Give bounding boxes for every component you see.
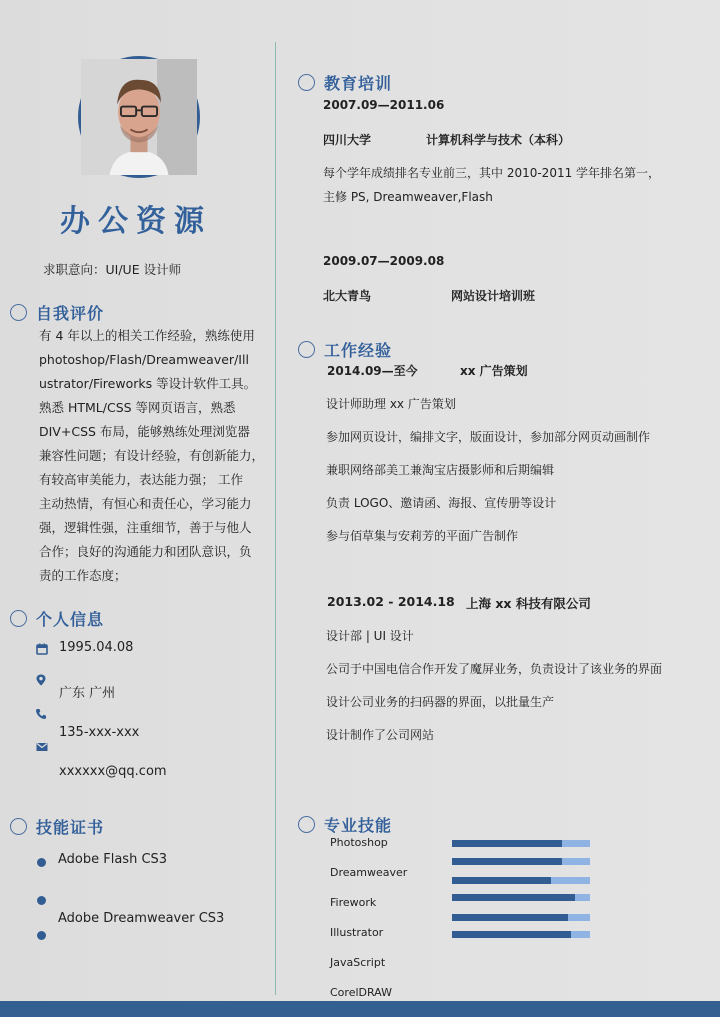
section-title: 专业技能 <box>324 816 393 835</box>
education-major: 计算机科学与技术（本科） <box>426 133 571 147</box>
skill-bar-coreldraw <box>452 931 590 938</box>
text-line: 熟悉 HTML/CSS 等网页语言，熟悉 <box>39 400 236 415</box>
skill-bar-fill <box>452 840 562 847</box>
column-divider <box>275 42 276 995</box>
skill-bar-illustrator <box>452 894 590 901</box>
location-pin-icon <box>35 674 47 686</box>
education-detail: 每个学年成绩排名专业前三，其中 2010-2011 学年排名第一， <box>323 166 661 180</box>
circle-bullet-icon <box>298 74 315 91</box>
text-line: DIV+CSS 布局，能够熟练处理浏览器 <box>39 424 250 439</box>
text-line: ustrator/Fireworks 等设计软件工具。 <box>39 376 257 391</box>
education-school: 四川大学 <box>323 133 372 147</box>
section-certificates-heading <box>10 815 104 838</box>
skill-bar-photoshop <box>452 840 590 847</box>
skill-name: Illustrator <box>330 926 384 939</box>
calendar-icon <box>36 643 48 655</box>
section-title: 自我评价 <box>36 304 105 323</box>
avatar <box>78 56 200 178</box>
work-company: 上海 xx 科技有限公司 <box>466 596 591 611</box>
education-detail: 主修 PS, Dreamweaver,Flash <box>323 190 493 204</box>
email-icon <box>36 741 48 753</box>
work-company: xx 广告策划 <box>460 364 528 378</box>
email-clip <box>59 762 259 779</box>
profile-photo <box>81 59 197 175</box>
email: xxxxxx@qq.com <box>59 764 167 779</box>
birthdate: 1995.04.08 <box>59 640 134 655</box>
text-line: 有较高审美能力，表达能力强； 工作 <box>39 472 243 487</box>
education-major: 网站设计培训班 <box>451 289 536 303</box>
candidate-name: 办公资源 <box>60 204 212 239</box>
circle-bullet-icon <box>298 341 315 358</box>
skill-name: Photoshop <box>330 836 388 849</box>
location: 广东 广州 <box>59 686 116 701</box>
work-period: 2013.02 - 2014.18 <box>327 594 455 609</box>
skill-name: CorelDRAW <box>330 986 392 999</box>
section-title: 教育培训 <box>324 74 393 93</box>
bullet-dot-icon <box>37 931 46 940</box>
certificate-item: Adobe Dreamweaver CS3 <box>58 911 225 926</box>
circle-bullet-icon <box>10 818 27 835</box>
text-line: 强，逻辑性强，注重细节，善于与他人 <box>39 520 252 535</box>
education-period: 2009.07—2009.08 <box>323 254 445 268</box>
section-title: 技能证书 <box>36 818 105 837</box>
text-line: 责的工作态度； <box>39 568 127 583</box>
section-self-eval-heading <box>10 301 104 324</box>
section-title: 个人信息 <box>36 610 105 629</box>
circle-bullet-icon <box>10 304 27 321</box>
certificate-item: Adobe Flash CS3 <box>58 852 168 867</box>
section-work-heading <box>298 338 392 361</box>
work-line: 兼职网络部美工兼淘宝店摄影师和后期编辑 <box>326 463 555 477</box>
section-education-heading <box>298 71 392 94</box>
work-line: 公司于中国电信合作开发了魔屏业务，负责设计了该业务的界面 <box>326 662 663 676</box>
job-intent: 求职意向：UI/UE 设计师 <box>43 262 182 277</box>
work-period: 2014.09—至今 <box>327 364 418 378</box>
text-line: 兼容性问题；有设计经验，有创新能力， <box>39 448 265 463</box>
circle-bullet-icon <box>10 610 27 627</box>
bullet-dot-icon <box>37 858 46 867</box>
phone: 135-xxx-xxx <box>59 725 140 740</box>
work-line: 设计部 | UI 设计 <box>326 629 414 643</box>
work-line: 参加网页设计，编排文字，版面设计，参加部分网页动画制作 <box>326 430 651 444</box>
section-personal-info-heading <box>10 607 104 630</box>
text-line: 有 4 年以上的相关工作经验，熟练使用 <box>39 328 255 343</box>
circle-bullet-icon <box>298 816 315 833</box>
skill-bar-fill <box>452 877 551 884</box>
education-school: 北大青鸟 <box>323 289 372 303</box>
work-line: 参与佰草集与安莉芳的平面广告制作 <box>326 529 519 543</box>
education-period: 2007.09—2011.06 <box>323 98 445 112</box>
skill-bar-javascript <box>452 914 590 921</box>
work-line: 设计制作了公司网站 <box>326 728 435 742</box>
text-line: photoshop/Flash/Dreamweaver/Ill <box>39 352 249 367</box>
self-eval-text <box>39 324 265 583</box>
skill-bar-fill <box>452 894 575 901</box>
section-skills-heading <box>298 813 392 836</box>
skill-bar-fill <box>452 858 562 865</box>
skill-name: Firework <box>330 896 377 909</box>
phone-icon <box>35 708 47 720</box>
footer-bar <box>0 1001 720 1017</box>
text-line: 合作；良好的沟通能力和团队意识，负 <box>39 544 252 559</box>
skill-bar-fill <box>452 914 568 921</box>
text-line: 主动热情，有恒心和责任心，学习能力 <box>39 496 252 511</box>
skill-name: Dreamweaver <box>330 866 408 879</box>
bullet-dot-icon <box>37 896 46 905</box>
work-line: 负责 LOGO、邀请函、海报、宣传册等设计 <box>326 496 557 510</box>
section-title: 工作经验 <box>324 341 393 360</box>
skill-bar-fill <box>452 931 571 938</box>
work-line: 设计公司业务的扫码器的界面，以批量生产 <box>326 695 555 709</box>
skill-name: JavaScript <box>330 956 386 969</box>
skill-bar-firework <box>452 877 590 884</box>
work-line: 设计师助理 xx 广告策划 <box>326 397 456 411</box>
skill-bar-dreamweaver <box>452 858 590 865</box>
